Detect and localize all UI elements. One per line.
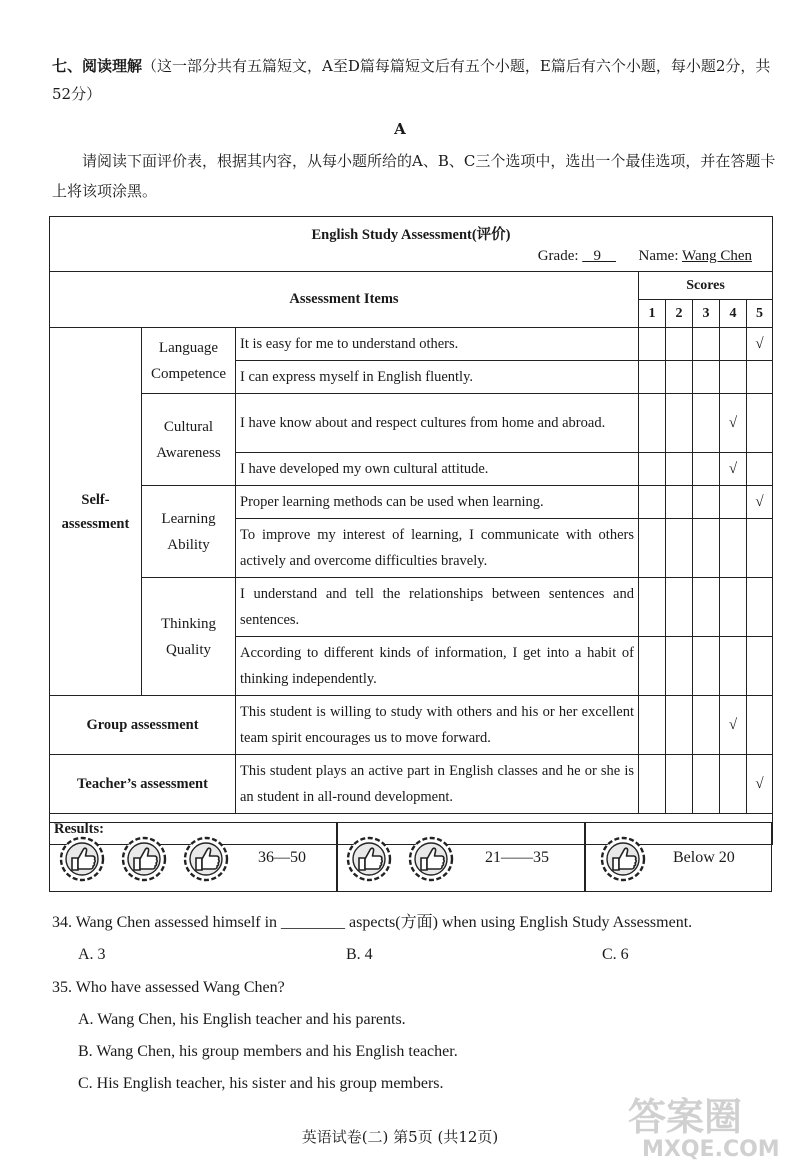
- check-mark: √: [755, 493, 764, 510]
- score-cell: [747, 453, 773, 486]
- check-mark: √: [755, 335, 764, 352]
- table-title: English Study Assessment(评价): [311, 227, 511, 243]
- assessment-table: [49, 216, 773, 845]
- score-cell: [666, 637, 693, 696]
- group-assessment-label: Group assessment: [50, 696, 236, 755]
- subcategory-language-competence: Language Competence: [142, 328, 236, 394]
- score-cell: [693, 637, 720, 696]
- question-34-stem: 34. Wang Chen assessed himself in ________ aspects(方面) when using English Study Assessment.: [52, 914, 693, 931]
- subcategory-thinking-quality: Thinking Quality: [142, 578, 236, 696]
- question-34-option-c: C. 6: [602, 946, 629, 963]
- assessment-item: I have developed my own cultural attitude.: [236, 453, 639, 486]
- question-35-stem: 35. Who have assessed Wang Chen?: [52, 979, 285, 996]
- section-intro: [52, 52, 782, 108]
- score-cell: [720, 486, 747, 519]
- grade-value: 9: [593, 248, 602, 264]
- score-cell: [693, 394, 720, 453]
- thumbs-up-icon: [599, 835, 647, 883]
- check-mark: √: [728, 414, 738, 431]
- score-cell: [639, 394, 666, 453]
- score-cell: [720, 328, 747, 361]
- score-cell: [639, 328, 666, 361]
- score-cell: [639, 519, 666, 578]
- score-col-5: 5: [747, 300, 773, 328]
- assessment-item: To improve my interest of learning, I communicate with others actively and overcome difficulties bravely.: [236, 519, 639, 578]
- question-35-option-c: C. His English teacher, his sister and his group members.: [78, 1075, 444, 1092]
- passage-label: A: [394, 120, 406, 138]
- score-cell: [720, 519, 747, 578]
- score-cell: [747, 328, 773, 361]
- results-row: [49, 822, 772, 894]
- check-mark: √: [728, 716, 738, 733]
- scores-header: Scores: [639, 272, 773, 300]
- score-cell: [720, 361, 747, 394]
- score-col-2: 2: [666, 300, 693, 328]
- subcategory-cultural-awareness: Cultural Awareness: [142, 394, 236, 486]
- assessment-item: Proper learning methods can be used when learning.: [236, 486, 639, 519]
- question-34-option-a: A. 3: [78, 946, 106, 963]
- subcategory-learning-ability: Learning Ability: [142, 486, 236, 578]
- score-cell: [666, 755, 693, 814]
- score-cell: [639, 755, 666, 814]
- table-row: [50, 696, 773, 755]
- assessment-item: I have know about and respect cultures from home and abroad.: [236, 394, 639, 453]
- teacher-assessment-label: Teacher’s assessment: [50, 755, 236, 814]
- score-cell: [639, 578, 666, 637]
- result-box-low: [584, 822, 772, 892]
- score-cell: [693, 328, 720, 361]
- score-cell: [639, 361, 666, 394]
- grade-label: Grade:: [537, 248, 579, 264]
- thumbs-up-icon: [58, 835, 106, 883]
- score-cell: [693, 361, 720, 394]
- score-cell: [693, 696, 720, 755]
- score-cell: [747, 578, 773, 637]
- score-cell: [693, 453, 720, 486]
- section-intro-text: （这一部分共有五篇短文，A至D篇每篇短文后有五个小题，E篇后有六个小题，每小题2分，共52分）: [52, 57, 771, 103]
- result-range: 21——35: [485, 849, 549, 866]
- assessment-item: I understand and tell the relationships between sentences and sentences.: [236, 578, 639, 637]
- self-assessment-label: Self- assessment: [50, 328, 142, 696]
- assessment-item: This student plays an active part in English classes and he or she is an student in all-round development.: [236, 755, 639, 814]
- score-cell: [747, 394, 773, 453]
- assessment-items-header: Assessment Items: [50, 272, 639, 328]
- check-mark: √: [755, 775, 764, 792]
- table-row: [50, 578, 773, 637]
- result-range: 36—50: [258, 849, 306, 866]
- score-cell: [639, 453, 666, 486]
- score-cell: [639, 637, 666, 696]
- score-cell: [666, 361, 693, 394]
- thumbs-up-icon: [345, 835, 393, 883]
- watermark-bottom: MXQE.COM: [642, 1137, 780, 1160]
- question-35-option-a: A. Wang Chen, his English teacher and his parents.: [78, 1011, 406, 1028]
- score-cell: [747, 637, 773, 696]
- question-35-option-b: B. Wang Chen, his group members and his English teacher.: [78, 1043, 458, 1060]
- score-cell: [666, 486, 693, 519]
- name-value: Wang Chen: [681, 248, 753, 264]
- score-cell: [666, 578, 693, 637]
- score-cell: [666, 394, 693, 453]
- assessment-item: I can express myself in English fluently.: [236, 361, 639, 394]
- score-cell: [747, 486, 773, 519]
- instruction-text: 请阅读下面评价表，根据其内容，从每小题所给的A、B、C三个选项中，选出一个最佳选项，并在答题卡上将该项涂黑。: [52, 152, 776, 200]
- page-footer: 英语试卷(二) 第5页 (共12页): [301, 1128, 499, 1146]
- score-cell: [639, 696, 666, 755]
- table-row: [50, 328, 773, 361]
- watermark-top: 答案圈: [628, 1095, 743, 1139]
- score-col-4: 4: [720, 300, 747, 328]
- table-row: [50, 394, 773, 453]
- score-cell: [693, 755, 720, 814]
- score-cell: [720, 453, 747, 486]
- table-row: [50, 755, 773, 814]
- result-box-mid: [336, 822, 586, 892]
- table-title-cell: [50, 217, 773, 272]
- score-cell: [720, 637, 747, 696]
- results-label: Results:: [50, 814, 773, 845]
- score-cell: [747, 696, 773, 755]
- score-cell: [720, 578, 747, 637]
- grade-name-line: [538, 248, 752, 265]
- result-box-high: [49, 822, 338, 892]
- score-cell: [666, 519, 693, 578]
- score-cell: [666, 696, 693, 755]
- score-cell: [747, 519, 773, 578]
- assessment-item: This student is willing to study with others and his or her excellent team spirit encourages us to move forward.: [236, 696, 639, 755]
- assessment-item: It is easy for me to understand others.: [236, 328, 639, 361]
- score-cell: [666, 453, 693, 486]
- score-cell: [720, 696, 747, 755]
- watermark-logo: [620, 1090, 790, 1160]
- score-col-3: 3: [693, 300, 720, 328]
- thumbs-up-icon: [120, 835, 168, 883]
- thumbs-up-icon: [407, 835, 455, 883]
- result-range: Below 20: [673, 849, 735, 866]
- score-cell: [720, 755, 747, 814]
- check-mark: √: [728, 460, 738, 477]
- thumbs-up-icon: [182, 835, 230, 883]
- score-cell: [639, 486, 666, 519]
- score-cell: [747, 361, 773, 394]
- score-cell: [693, 519, 720, 578]
- name-label: Name:: [638, 248, 679, 264]
- assessment-item: According to different kinds of information, I get into a habit of thinking independently.: [236, 637, 639, 696]
- section-heading: 七、阅读理解: [52, 57, 143, 75]
- score-cell: [666, 328, 693, 361]
- score-cell: [693, 486, 720, 519]
- table-row: [50, 486, 773, 519]
- score-cell: [693, 578, 720, 637]
- score-cell: [747, 755, 773, 814]
- question-34-option-b: B. 4: [346, 946, 373, 963]
- score-col-1: 1: [639, 300, 666, 328]
- score-cell: [720, 394, 747, 453]
